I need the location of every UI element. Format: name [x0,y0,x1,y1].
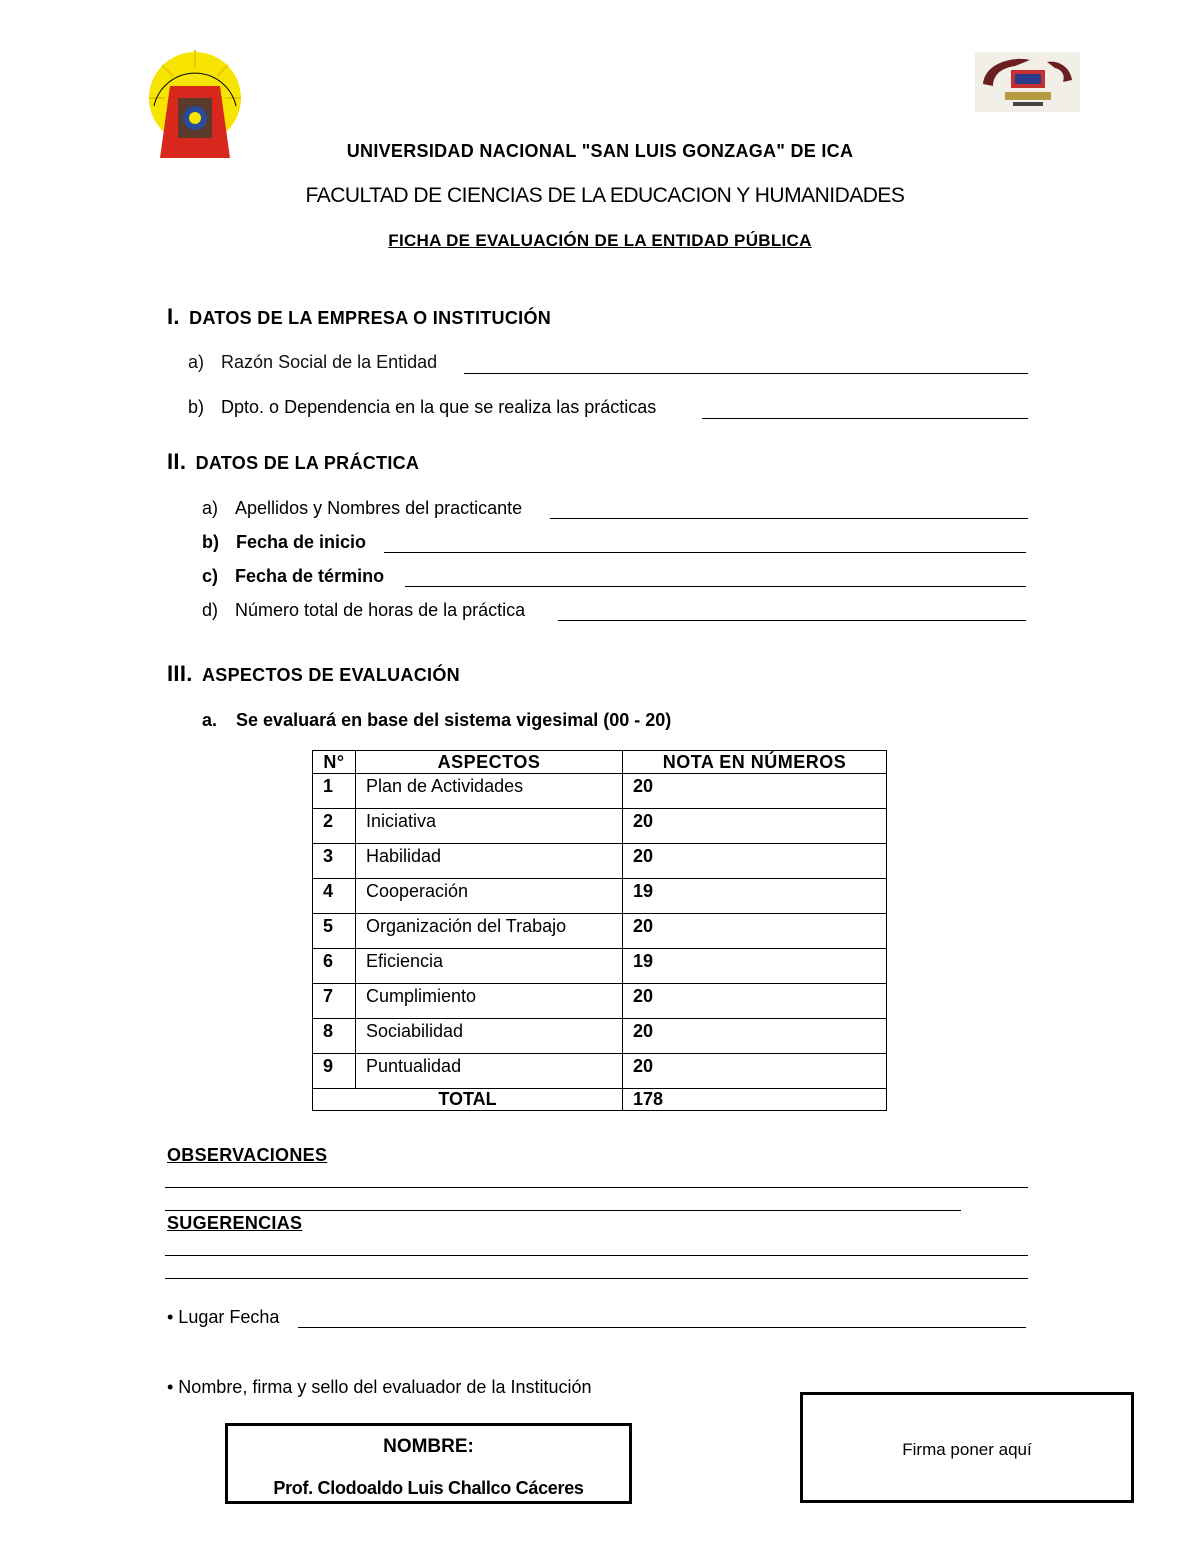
fecha-termino-field[interactable] [405,586,1026,587]
item-letter: b) [202,532,219,552]
table-row [313,879,887,914]
row-aspect: Cumplimiento [356,984,623,1019]
signature-placeholder: Firma poner aquí [902,1440,1032,1459]
row-aspect: Organización del Trabajo [356,914,623,949]
horas-field[interactable] [558,620,1026,621]
observaciones-heading: OBSERVACIONES [167,1145,328,1165]
col-header-grade: NOTA EN NÚMEROS [623,751,887,774]
section-2-numeral: II. [167,449,187,474]
section-1-heading: DATOS DE LA EMPRESA O INSTITUCIÓN [189,308,552,328]
item-label: Apellidos y Nombres del practicante [235,498,523,518]
table-row [313,1054,887,1089]
razon-social-field[interactable] [464,373,1028,374]
lugar-fecha-field[interactable] [298,1327,1026,1328]
table-header-row [313,751,887,774]
evaluador-label: • Nombre, firma y sello del evaluador de la Institución [167,1377,592,1397]
item-label: Se evaluará en base del sistema vigesimal (00 - 20) [236,710,672,730]
faculty-name: FACULTAD DE CIENCIAS DE LA EDUCACION Y HUMANIDADES [305,184,905,207]
table-row [313,844,887,879]
table-row [313,984,887,1019]
razon-social-label [188,352,437,373]
row-aspect: Cooperación [356,879,623,914]
name-box [225,1423,632,1504]
form-title: FICHA DE EVALUACIÓN DE LA ENTIDAD PÚBLICA [388,231,812,250]
row-number: 8 [313,1019,356,1054]
name-box-label: NOMBRE: [383,1436,474,1457]
col-header-aspects: ASPECTOS [356,751,623,774]
table-row [313,809,887,844]
fecha-inicio-field[interactable] [384,552,1026,553]
table-row [313,949,887,984]
lugar-fecha-label: • Lugar Fecha [167,1307,280,1327]
sugerencias-line-2[interactable] [165,1278,1028,1279]
university-name: UNIVERSIDAD NACIONAL "SAN LUIS GONZAGA" DE ICA [346,141,854,161]
item-letter: b) [188,397,205,417]
item-letter: a) [202,498,219,518]
row-number: 1 [313,774,356,809]
evaluation-table [312,750,887,1111]
section-1-numeral: I. [167,304,180,329]
row-grade: 19 [623,949,887,984]
row-aspect: Puntualidad [356,1054,623,1089]
item-letter: a) [188,352,205,372]
row-aspect: Plan de Actividades [356,774,623,809]
section-3-numeral: III. [167,661,193,686]
row-aspect: Eficiencia [356,949,623,984]
row-number: 7 [313,984,356,1019]
section-3-title [167,661,460,687]
row-number: 9 [313,1054,356,1089]
row-aspect: Habilidad [356,844,623,879]
row-number: 5 [313,914,356,949]
row-number: 4 [313,879,356,914]
row-grade: 20 [623,809,887,844]
fecha-inicio-label [202,532,366,553]
row-number: 2 [313,809,356,844]
signature-box[interactable] [800,1392,1134,1503]
item-letter: d) [202,600,219,620]
item-label: Fecha de término [235,566,385,586]
section-3-heading: ASPECTOS DE EVALUACIÓN [201,665,460,685]
sugerencias-heading: SUGERENCIAS [167,1213,303,1233]
vigesimal-note [202,710,671,731]
row-number: 3 [313,844,356,879]
row-grade: 20 [623,984,887,1019]
row-grade: 20 [623,844,887,879]
observaciones-line-2[interactable] [165,1210,961,1211]
col-header-number: N° [313,751,356,774]
item-letter: a. [202,710,218,730]
fecha-termino-label [202,566,384,587]
faculty-logo [975,52,1080,112]
row-aspect: Iniciativa [356,809,623,844]
section-2-heading: DATOS DE LA PRÁCTICA [195,453,420,473]
section-1-title [167,304,551,330]
row-grade: 20 [623,1019,887,1054]
table-row [313,914,887,949]
row-grade: 19 [623,879,887,914]
observaciones-line-1[interactable] [165,1187,1028,1188]
table-total-row [313,1089,887,1111]
row-grade: 20 [623,1054,887,1089]
total-label: TOTAL [313,1089,623,1111]
item-label: Número total de horas de la práctica [235,600,526,620]
item-label: Fecha de inicio [236,532,367,552]
item-letter: c) [202,566,219,586]
dependencia-field[interactable] [702,418,1028,419]
section-2-title [167,449,419,475]
item-label: Dpto. o Dependencia en la que se realiza las prácticas [221,397,657,417]
table-row [313,1019,887,1054]
horas-label [202,600,525,621]
row-aspect: Sociabilidad [356,1019,623,1054]
row-number: 6 [313,949,356,984]
dependencia-label [188,397,656,418]
row-grade: 20 [623,774,887,809]
row-grade: 20 [623,914,887,949]
practicante-field[interactable] [550,518,1028,519]
evaluator-name: Prof. Clodoaldo Luis Challco Cáceres [273,1478,584,1498]
total-value: 178 [623,1089,887,1111]
table-row [313,774,887,809]
item-label: Razón Social de la Entidad [221,352,438,372]
sugerencias-line-1[interactable] [165,1255,1028,1256]
practicante-label [202,498,522,519]
